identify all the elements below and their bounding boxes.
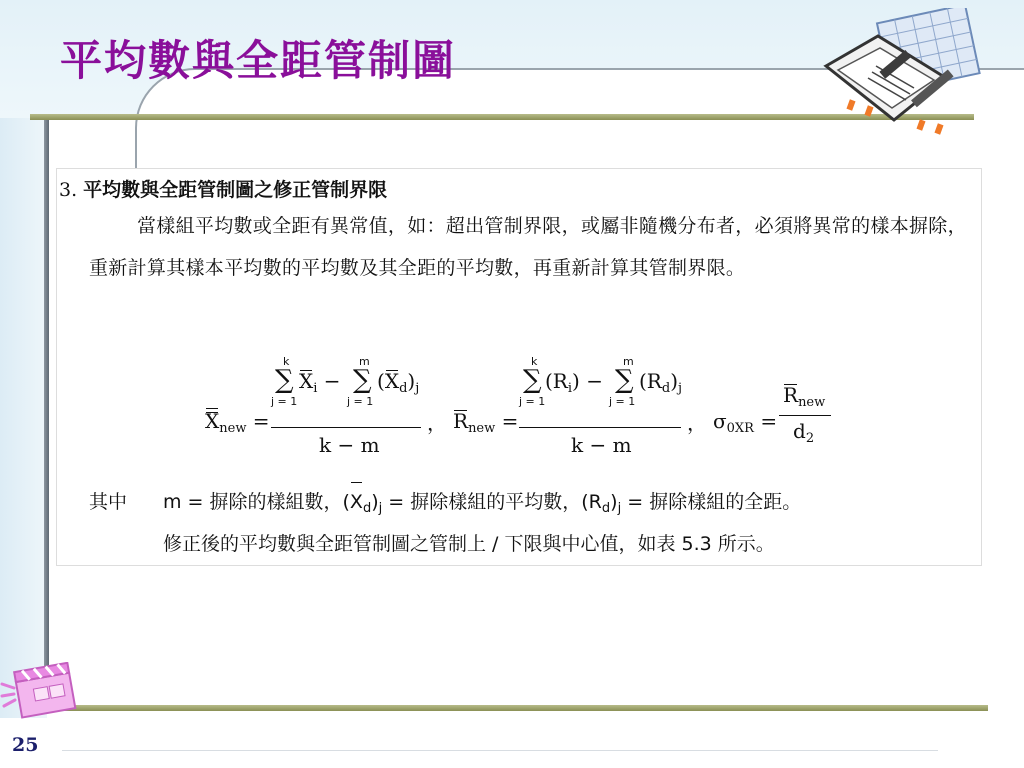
section-heading-text: 平均數與全距管制圖之修正管制界限 (83, 179, 388, 201)
sigma-symbol: ∑ (523, 365, 542, 395)
note-line-1: m = 摒除的樣組數，$(X_d)_j$ = 摒除樣組的平均數，$(R_d)_j$ = 摒除樣組的全距。 (163, 481, 801, 530)
sigma-fraction-line (779, 415, 831, 416)
xbar-denominator: k − m (319, 433, 380, 457)
slide-title: 平均數與全距管制圖 (60, 36, 457, 85)
rbar-sum1-lower: j = 1 (519, 395, 546, 408)
open-book-notebook-icon (818, 8, 996, 138)
formula-row (57, 355, 981, 465)
sigma-symbol: ∑ (615, 365, 634, 395)
sigma-lhs: $\sigma_{0XR}$ = (713, 409, 778, 436)
rbar-sum2-upper: m (623, 355, 634, 368)
rbar-sum2-term: $(R_d)_j$ (639, 369, 683, 396)
footer-rule (62, 750, 938, 751)
explanation-paragraph: 當樣組平均數或全距有異常值，如：超出管制界限，或屬非隨機分布者，必須將異常的樣本摒除，重新計算其樣本平均數的平均數及其全距的平均數，再重新計算其管制界限。 (89, 215, 967, 279)
bottom-divider-bar (40, 705, 988, 711)
section-number: 3. (59, 179, 78, 201)
xbar-separator: ， (427, 411, 447, 435)
page-number: 25 (12, 734, 39, 756)
textbook-excerpt (56, 168, 982, 566)
note-line-2: 修正後的平均數與全距管制圖之管制上 / 下限與中心值，如表 5.3 所示。 (163, 533, 775, 555)
sigma-symbol: ∑ (353, 365, 372, 395)
note-label: 其中 (89, 491, 128, 513)
rbar-lhs: $R_{new}$ = (453, 409, 519, 436)
left-vertical-bar (44, 118, 49, 713)
rbar-sum1-upper: k (531, 355, 538, 368)
xbar-sum2-lower: j = 1 (347, 395, 374, 408)
sigma-symbol: ∑ (275, 365, 294, 395)
xbar-lhs: $X_{new}$ = (205, 409, 270, 436)
left-background-band (0, 118, 47, 718)
xbar-sum2-term: $(X_d)_j$ (377, 369, 420, 396)
rbar-fraction-line (519, 427, 681, 428)
rbar-sum2-lower: j = 1 (609, 395, 636, 408)
sigma-numerator: $R_{new}$ (783, 383, 826, 410)
rbar-sum1-term: $(R_i)$ − (545, 369, 603, 396)
xbar-fraction-line (271, 427, 421, 428)
xbar-sum1-lower: j = 1 (271, 395, 298, 408)
xbar-sum1-term: $X_i$ − (299, 369, 341, 396)
section-heading (59, 175, 387, 202)
sigma-denominator: $d_2$ (793, 419, 815, 446)
xbar-sum2-upper: m (359, 355, 370, 368)
xbar-sum1-upper: k (283, 355, 290, 368)
rbar-denominator: k − m (571, 433, 632, 457)
rbar-separator: ， (687, 411, 707, 435)
clapperboard-icon (0, 662, 82, 722)
